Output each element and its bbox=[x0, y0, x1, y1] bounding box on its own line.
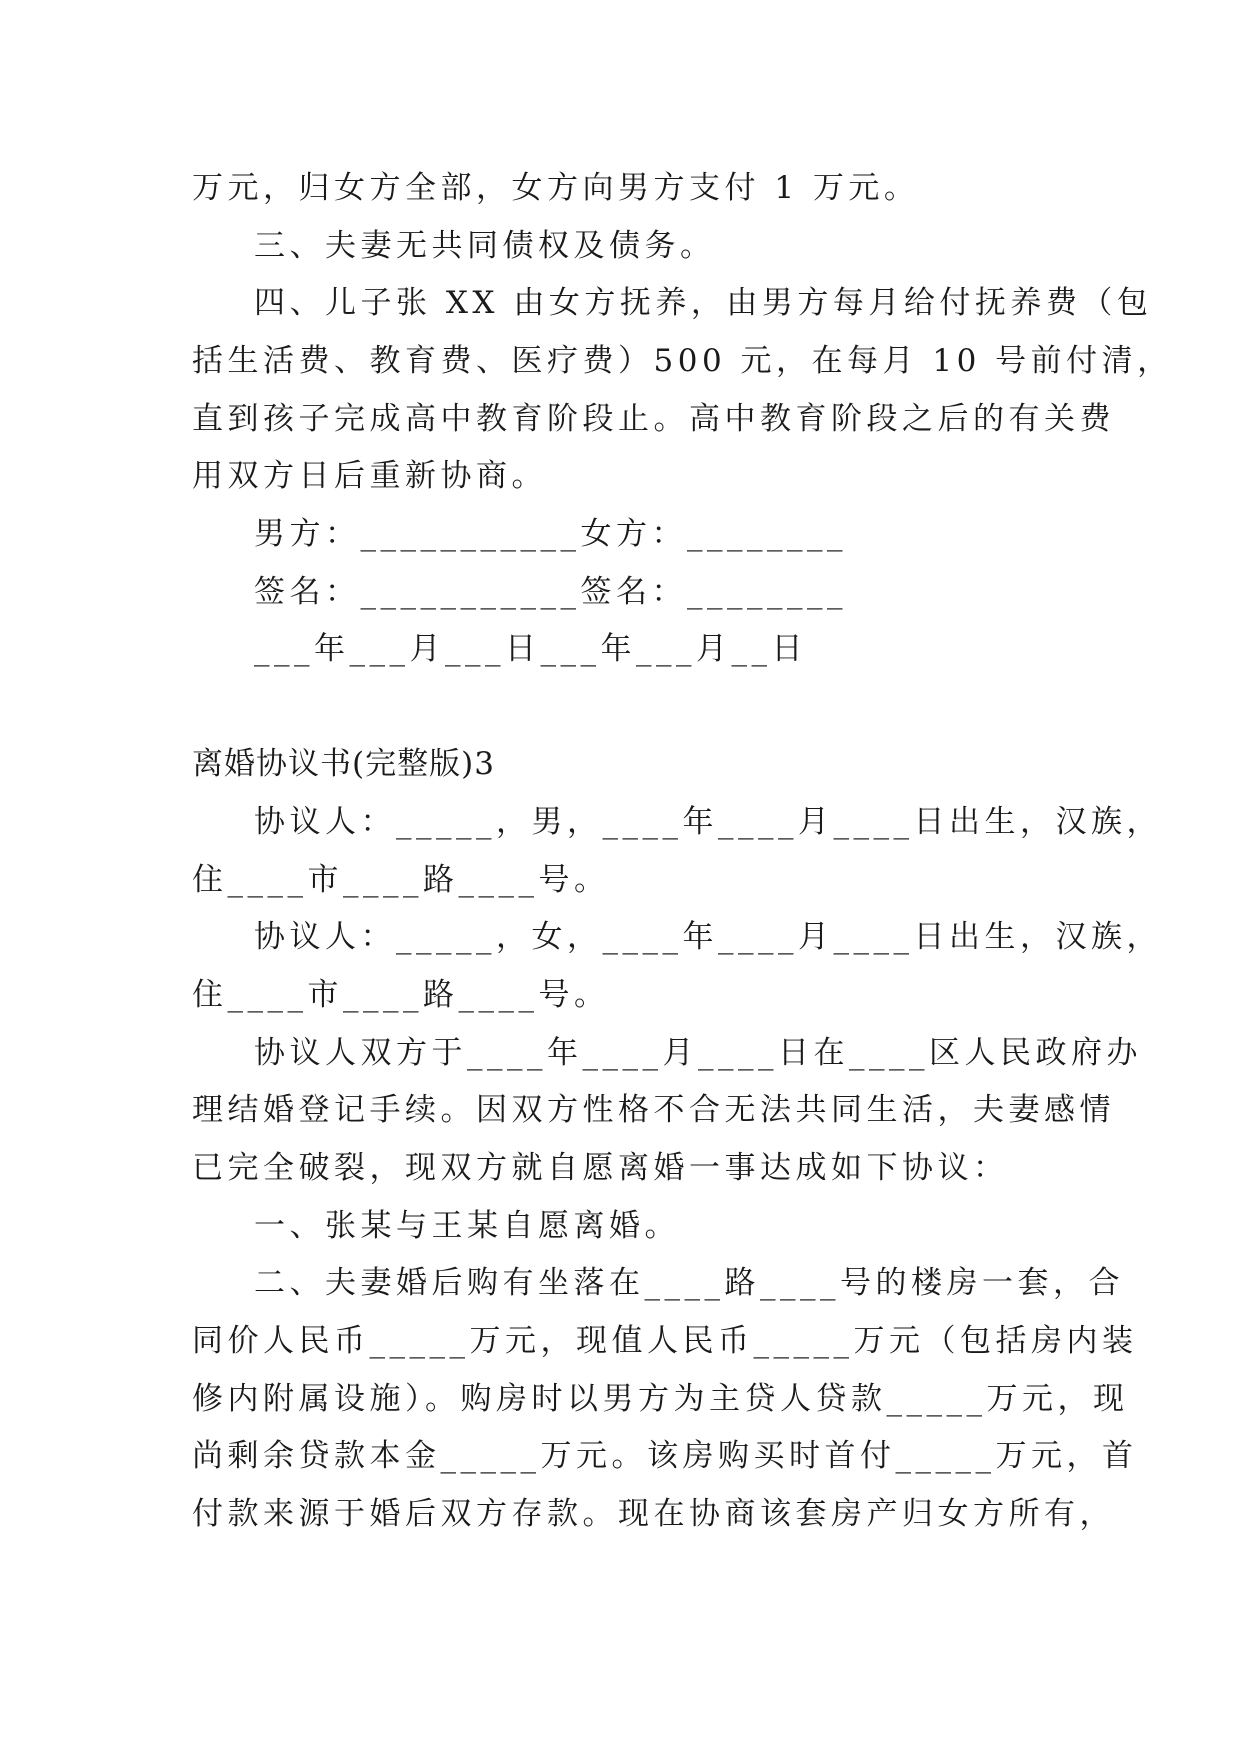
clause-4-line-2: 括生活费、教育费、医疗费）500 元，在每月 10 号前付清， bbox=[192, 343, 1173, 379]
clause-4-line-1: 四、儿子张 XX 由女方抚养，由男方每月给付抚养费（包 bbox=[254, 285, 1153, 321]
clause-3: 三、夫妻无共同债权及债务。 bbox=[254, 228, 716, 264]
clause-2-line-3: 修内附属设施）。购房时以男方为主贷人贷款_____万元，现 bbox=[192, 1381, 1129, 1417]
paragraph-line: 万元，归女方全部，女方向男方支付 1 万元。 bbox=[192, 170, 920, 206]
party-1-line-1: 协议人：_____，男，____年____月____日出生，汉族， bbox=[254, 804, 1162, 840]
clause-4-line-4: 用双方日后重新协商。 bbox=[192, 458, 547, 494]
party-2-line-2: 住____市____路____号。 bbox=[192, 977, 610, 1013]
signature-date-line: ___年___月___日___年___月__日 bbox=[254, 631, 807, 667]
clause-4-line-3: 直到孩子完成高中教育阶段止。高中教育阶段之后的有关费 bbox=[192, 401, 1115, 437]
section-title: 离婚协议书(完整版)3 bbox=[192, 746, 495, 782]
intro-line-1: 协议人双方于____年____月____日在____区人民政府办 bbox=[254, 1035, 1142, 1071]
party-1-line-2: 住____市____路____号。 bbox=[192, 862, 610, 898]
intro-line-2: 理结婚登记手续。因双方性格不合无法共同生活，夫妻感情 bbox=[192, 1092, 1115, 1128]
intro-line-3: 已完全破裂，现双方就自愿离婚一事达成如下协议： bbox=[192, 1150, 1009, 1186]
clause-2-line-4: 尚剩余贷款本金_____万元。该房购买时首付_____万元，首 bbox=[192, 1438, 1138, 1474]
signature-name-line: 签名：___________签名：________ bbox=[254, 574, 847, 610]
clause-1: 一、张某与王某自愿离婚。 bbox=[254, 1208, 680, 1244]
clause-2-line-2: 同价人民币_____万元，现值人民币_____万元（包括房内装 bbox=[192, 1323, 1138, 1359]
signature-party-line: 男方：___________女方：________ bbox=[254, 516, 847, 552]
clause-2-line-5: 付款来源于婚后双方存款。现在协商该套房产归女方所有， bbox=[192, 1496, 1115, 1532]
party-2-line-1: 协议人：_____，女，____年____月____日出生，汉族， bbox=[254, 919, 1162, 955]
clause-2-line-1: 二、夫妻婚后购有坐落在____路____号的楼房一套，合 bbox=[254, 1265, 1124, 1301]
